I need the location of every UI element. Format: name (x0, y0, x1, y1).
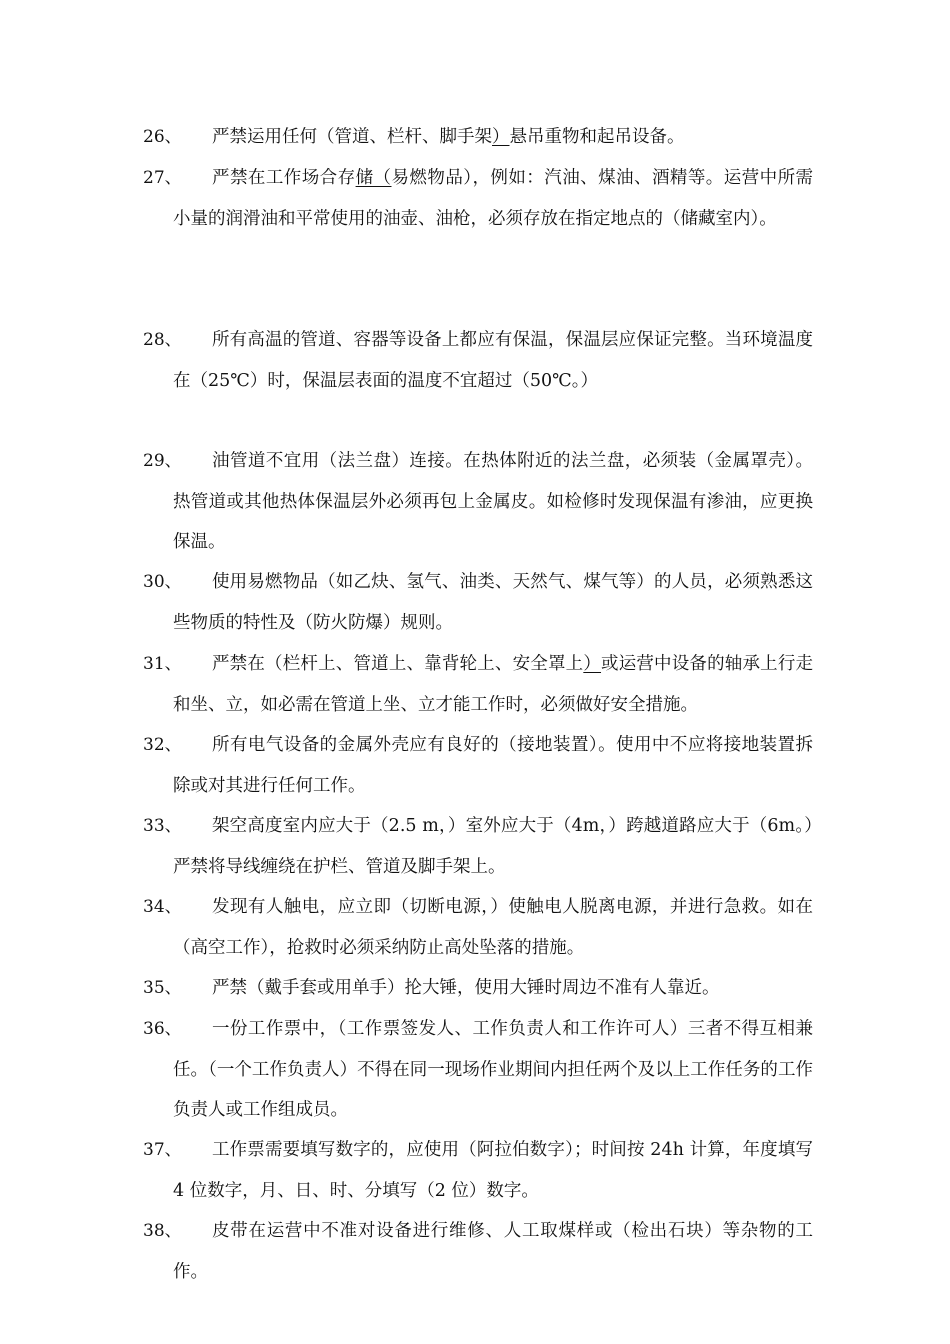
item-number: 34、 (143, 897, 182, 917)
item-number: 38、 (143, 1221, 182, 1241)
item-text (173, 320, 813, 401)
text-segment: 发现有人触电，应立即（切断电源，）使触电人脱离电源，并进行急救。如在（高空工作），抢救时必须采纳防止高处坠落的措施。 (173, 897, 813, 958)
item-text (173, 117, 813, 158)
text-segment: 易燃物品），例如：汽油、煤油、酒精等。运营中所需小量的润滑油和平常使用的油壶、油枪，必须存放在指定地点的（储藏室内）。 (173, 168, 814, 229)
text-segment: 使用易燃物品（如乙炔、氢气、油类、天然气、煤气等）的人员，必须熟悉这些物质的特性及（防火防爆）规则。 (173, 572, 813, 633)
text-segment: 严禁在（栏杆上、管道上、靠背轮上、安全罩上 (212, 654, 584, 674)
text-segment: 工作票需要填写数字的，应使用（阿拉伯数字）；时间按 24h 计算，年度填写 4 位数字，月、日、时、分填写（2 位）数字。 (173, 1140, 813, 1201)
item-text (173, 968, 813, 1009)
item-text (173, 806, 813, 887)
item-text (173, 887, 813, 968)
item-number: 37、 (143, 1140, 182, 1160)
item-text (173, 725, 813, 806)
item-text (173, 1211, 813, 1292)
text-segment: 严禁在工作场合存 (212, 168, 356, 188)
underlined-segment: 储（ (355, 168, 392, 188)
item-number: 26、 (143, 127, 182, 147)
item-number: 36、 (143, 1019, 182, 1039)
item-text (173, 1130, 813, 1211)
item-text (173, 644, 813, 725)
text-segment: 油管道不宜用（法兰盘）连接。在热体附近的法兰盘，必须装（金属罩壳）。热管道或其他热体保温层外必须再包上金属皮。如检修时发现保温有渗油，应更换保温。 (173, 451, 813, 552)
text-segment: 所有高温的管道、容器等设备上都应有保温，保温层应保证完整。当环境温度在（25℃）时，保温层表面的温度不宜超过（50℃。） (173, 330, 813, 391)
item-text (173, 441, 813, 563)
text-segment: 严禁运用任何（管道、栏杆、脚手架 (212, 127, 492, 147)
text-segment: 悬吊重物和起吊设备。 (509, 127, 685, 147)
text-segment: 架空高度室内应大于（2.5 m，）室外应大于（4m，）跨越道路应大于（6m。）严禁将导线缠绕在护栏、管道及脚手架上。 (173, 816, 813, 877)
item-number: 32、 (143, 735, 182, 755)
item-text (173, 562, 813, 643)
item-text (173, 1009, 813, 1131)
text-segment: 所有电气设备的金属外壳应有良好的（接地装置）。使用中不应将接地装置拆除或对其进行任何工作。 (173, 735, 813, 796)
text-segment: 或运营中设备的轴承上行走和坐、立，如必需在管道上坐、立才能工作时，必须做好安全措施。 (173, 654, 814, 715)
item-number: 28、 (143, 330, 182, 350)
item-text (173, 158, 813, 239)
item-number: 30、 (143, 572, 182, 592)
text-segment: 严禁（戴手套或用单手）抡大锤，使用大锤时周边不准有人靠近。 (212, 978, 720, 998)
text-segment: 皮带在运营中不准对设备进行维修、人工取煤样或（检出石块）等杂物的工作。 (173, 1221, 813, 1282)
item-number: 29、 (143, 451, 182, 471)
text-segment: 一份工作票中，（工作票签发人、工作负责人和工作许可人）三者不得互相兼任。（一个工作负责人）不得在同一现场作业期间内担任两个及以上工作任务的工作负责人或工作组成员。 (173, 1019, 813, 1120)
item-number: 27、 (143, 168, 182, 188)
item-number: 33、 (143, 816, 182, 836)
underlined-segment: ） (583, 654, 602, 674)
item-number: 31、 (143, 654, 182, 674)
underlined-segment: ） (492, 127, 510, 147)
item-number: 35、 (143, 978, 182, 998)
